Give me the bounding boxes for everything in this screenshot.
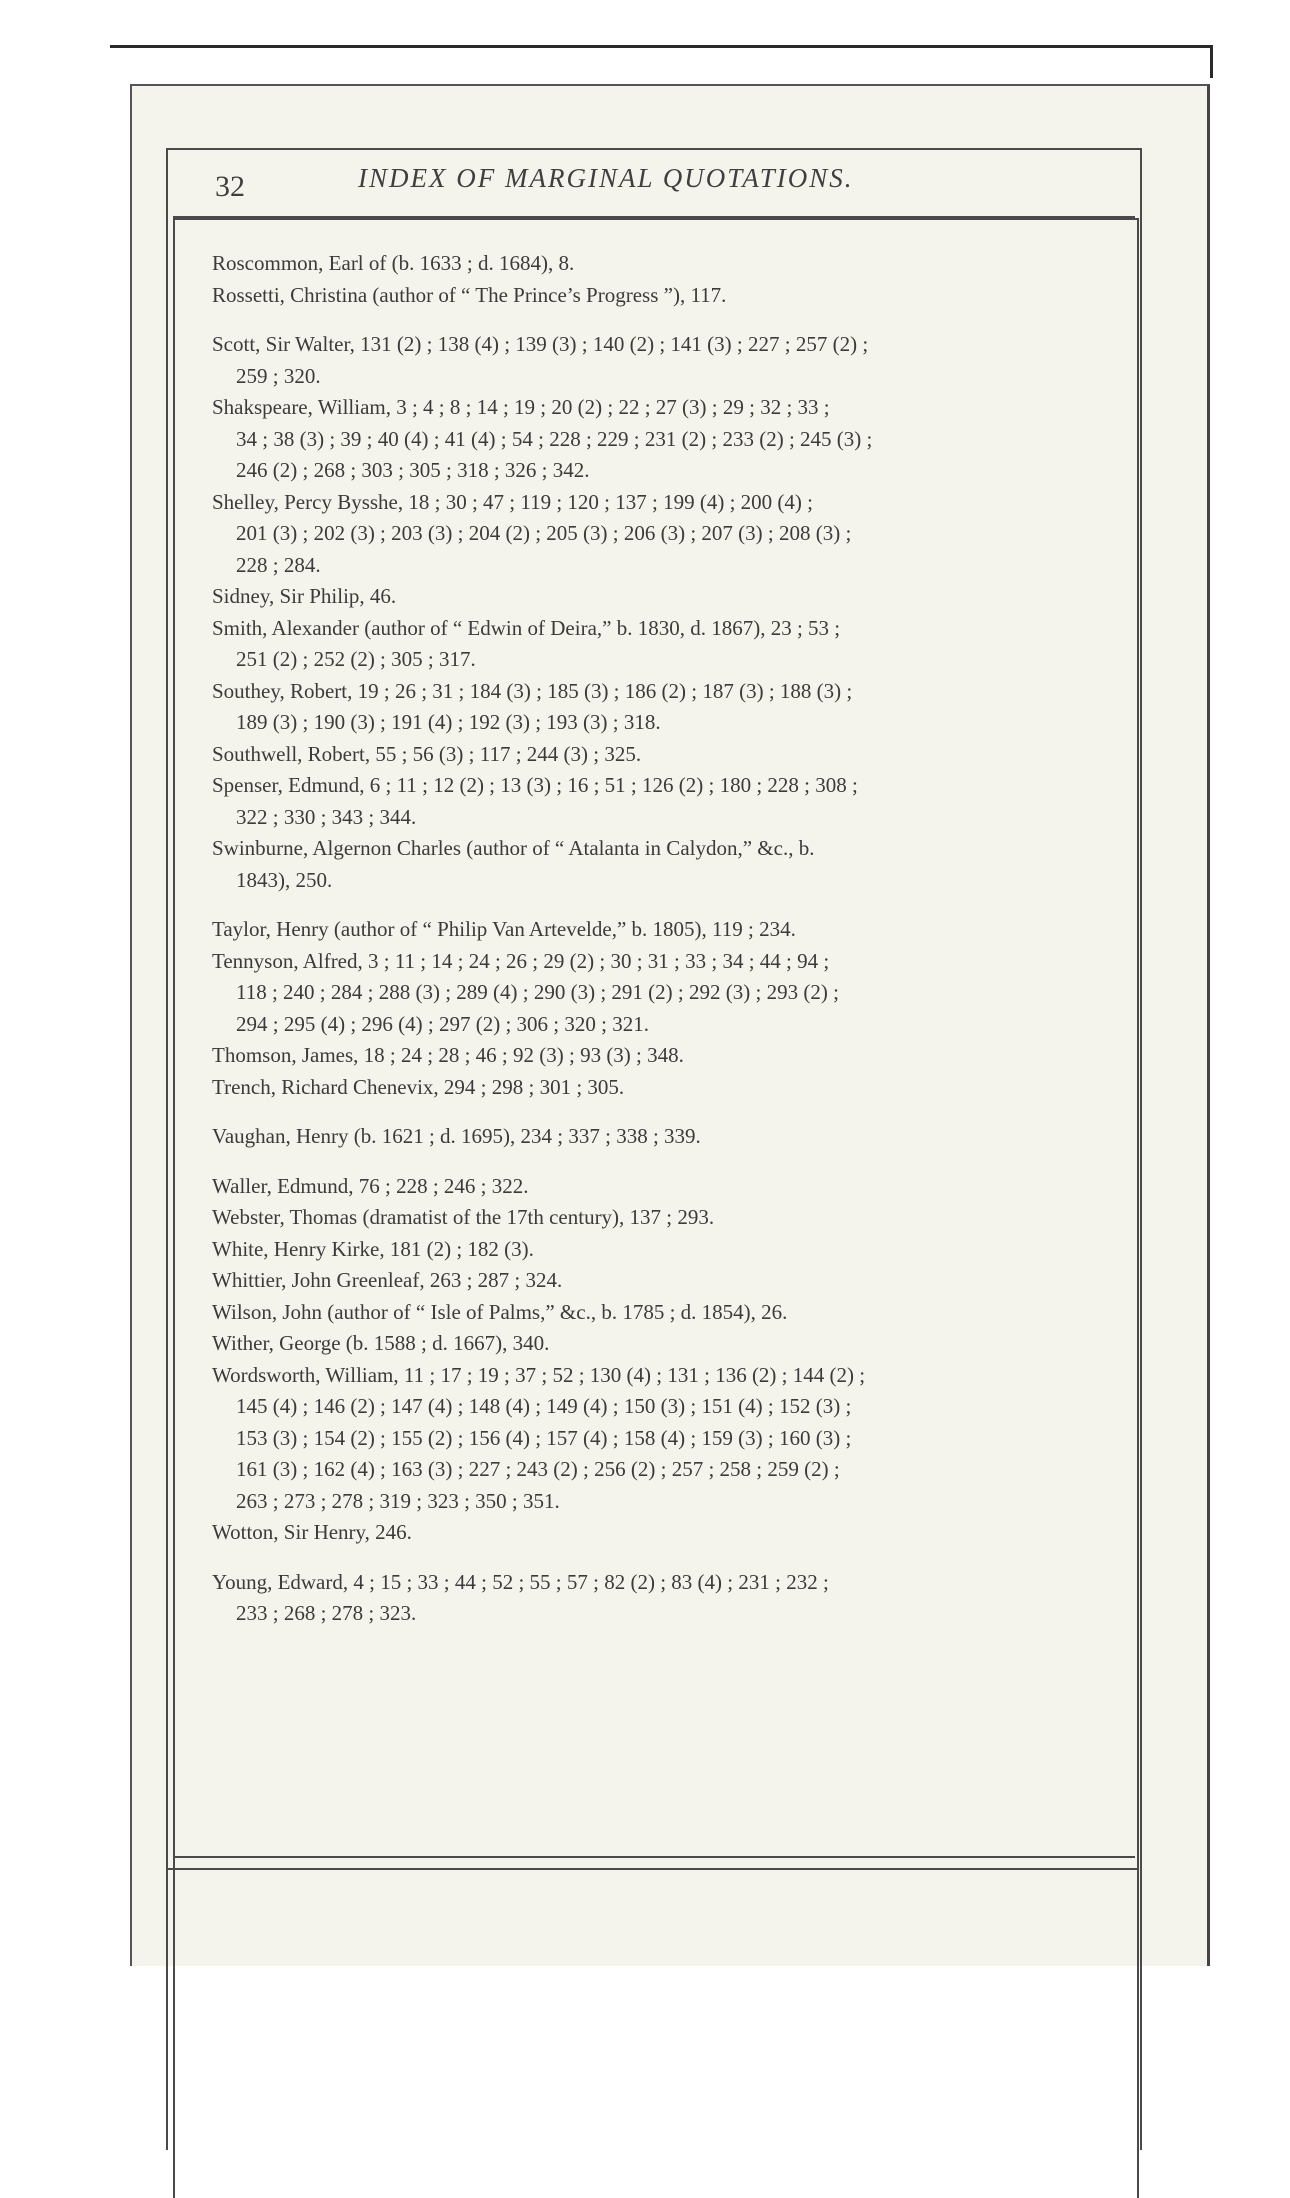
bottom-rule-outer bbox=[166, 1868, 1138, 1870]
index-entry-heading: Shelley, Percy Bysshe, 18 ; 30 ; 47 ; 119 ; 120 ; 137 ; 199 (4) ; 200 (4) ; bbox=[212, 489, 813, 514]
index-entry bbox=[212, 248, 1132, 280]
page-number: 32 bbox=[215, 170, 245, 203]
index-entry bbox=[212, 1121, 1132, 1153]
index-entry-heading: Roscommon, Earl of (b. 1633 ; d. 1684), 8. bbox=[212, 251, 575, 275]
index-entry-heading: Southey, Robert, 19 ; 26 ; 31 ; 184 (3) ; 185 (3) ; 186 (2) ; 187 (3) ; 188 (3) ; bbox=[212, 678, 853, 703]
index-entry-heading: Webster, Thomas (dramatist of the 17th century), 137 ; 293. bbox=[212, 1205, 715, 1229]
index-entry-heading: Whittier, John Greenleaf, 263 ; 287 ; 324. bbox=[212, 1268, 563, 1292]
index-entry bbox=[212, 739, 1132, 771]
index-entry-heading: Wotton, Sir Henry, 246. bbox=[212, 1520, 412, 1544]
index-entry-continuation: 145 (4) ; 146 (2) ; 147 (4) ; 148 (4) ; 149 (4) ; 150 (3) ; 151 (4) ; 152 (3) ; bbox=[236, 1394, 852, 1418]
index-entry-heading: Wilson, John (author of “ Isle of Palms,” &c., b. 1785 ; d. 1854), 26. bbox=[212, 1299, 788, 1324]
index-entry-continuation: 34 ; 38 (3) ; 39 ; 40 (4) ; 41 (4) ; 54 ; 228 ; 229 ; 231 (2) ; 233 (2) ; 245 (3) ; bbox=[236, 426, 873, 451]
index-entry-heading: Rossetti, Christina (author of “ The Prince’s Progress ”), 117. bbox=[212, 282, 727, 307]
index-entry-heading: Vaughan, Henry (b. 1621 ; d. 1695), 234 ; 337 ; 338 ; 339. bbox=[212, 1124, 701, 1148]
index-entry-heading: Taylor, Henry (author of “ Philip Van Artevelde,” b. 1805), 119 ; 234. bbox=[212, 917, 796, 941]
index-entry-heading: Wither, George (b. 1588 ; d. 1667), 340. bbox=[212, 1331, 550, 1355]
index-entry-heading: Waller, Edmund, 76 ; 228 ; 246 ; 322. bbox=[212, 1173, 529, 1198]
index-entry bbox=[212, 1567, 1132, 1630]
index-entry bbox=[212, 1265, 1132, 1297]
index-entry bbox=[212, 329, 1132, 392]
index-entry-heading: Tennyson, Alfred, 3 ; 11 ; 14 ; 24 ; 26 ; 29 (2) ; 30 ; 31 ; 33 ; 34 ; 44 ; 94 ; bbox=[212, 948, 830, 973]
index-entry bbox=[212, 946, 1132, 1041]
index-entry-heading: Trench, Richard Chenevix, 294 ; 298 ; 301 ; 305. bbox=[212, 1074, 625, 1099]
index-entry-continuation: 201 (3) ; 202 (3) ; 203 (3) ; 204 (2) ; 205 (3) ; 206 (3) ; 207 (3) ; 208 (3) ; bbox=[236, 521, 852, 545]
index-entry bbox=[212, 1171, 1132, 1203]
index-entry-continuation: 294 ; 295 (4) ; 296 (4) ; 297 (2) ; 306 ; 320 ; 321. bbox=[236, 1011, 649, 1036]
index-entry bbox=[212, 914, 1132, 946]
index-entry-continuation: 153 (3) ; 154 (2) ; 155 (2) ; 156 (4) ; 157 (4) ; 158 (4) ; 159 (3) ; 160 (3) ; bbox=[236, 1425, 852, 1450]
index-entry-continuation: 1843), 250. bbox=[236, 867, 333, 892]
index-entry-heading: Scott, Sir Walter, 131 (2) ; 138 (4) ; 139 (3) ; 140 (2) ; 141 (3) ; 227 ; 257 (2) ; bbox=[212, 332, 869, 356]
index-entry bbox=[212, 1328, 1132, 1360]
index-entry bbox=[212, 1202, 1132, 1234]
index-entry-heading: Swinburne, Algernon Charles (author of “ Atalanta in Calydon,” &c., b. bbox=[212, 836, 815, 860]
index-entry bbox=[212, 1517, 1132, 1549]
index-entry-continuation: 233 ; 268 ; 278 ; 323. bbox=[236, 1601, 417, 1625]
index-entry bbox=[212, 1234, 1132, 1266]
index-entry bbox=[212, 392, 1132, 487]
index-entry-continuation: 228 ; 284. bbox=[236, 552, 321, 577]
index-entry-heading: Smith, Alexander (author of “ Edwin of Deira,” b. 1830, d. 1867), 23 ; 53 ; bbox=[212, 615, 841, 640]
bottom-rule-inner bbox=[173, 1856, 1135, 1858]
index-entry bbox=[212, 1072, 1132, 1104]
index-entry bbox=[212, 1360, 1132, 1518]
index-entry-heading: Thomson, James, 18 ; 24 ; 28 ; 46 ; 92 (3) ; 93 (3) ; 348. bbox=[212, 1043, 684, 1067]
running-title: INDEX OF MARGINAL QUOTATIONS. bbox=[358, 163, 854, 193]
index-entry bbox=[212, 487, 1132, 582]
index-entry-heading: Spenser, Edmund, 6 ; 11 ; 12 (2) ; 13 (3) ; 16 ; 51 ; 126 (2) ; 180 ; 228 ; 308 ; bbox=[212, 773, 858, 797]
index-entry-continuation: 322 ; 330 ; 343 ; 344. bbox=[236, 804, 417, 829]
index-entry bbox=[212, 676, 1132, 739]
page-edge bbox=[110, 45, 1213, 78]
index-entry-heading: Wordsworth, William, 11 ; 17 ; 19 ; 37 ; 52 ; 130 (4) ; 131 ; 136 (2) ; 144 (2) ; bbox=[212, 1362, 866, 1387]
index-entry bbox=[212, 613, 1132, 676]
index-entry-heading: Southwell, Robert, 55 ; 56 (3) ; 117 ; 244 (3) ; 325. bbox=[212, 741, 642, 766]
index-entry bbox=[212, 581, 1132, 613]
index-entries bbox=[212, 248, 1132, 1630]
index-entry bbox=[212, 770, 1132, 833]
index-entry bbox=[212, 833, 1132, 896]
index-entry-continuation: 246 (2) ; 268 ; 303 ; 305 ; 318 ; 326 ; 342. bbox=[236, 458, 590, 482]
index-entry bbox=[212, 280, 1132, 312]
index-entry-heading: White, Henry Kirke, 181 (2) ; 182 (3). bbox=[212, 1236, 534, 1261]
index-entry-continuation: 251 (2) ; 252 (2) ; 305 ; 317. bbox=[236, 647, 476, 671]
index-entry-heading: Young, Edward, 4 ; 15 ; 33 ; 44 ; 52 ; 55 ; 57 ; 82 (2) ; 83 (4) ; 231 ; 232 ; bbox=[212, 1569, 829, 1594]
index-entry bbox=[212, 1040, 1132, 1072]
index-entry bbox=[212, 1297, 1132, 1329]
index-entry-continuation: 118 ; 240 ; 284 ; 288 (3) ; 289 (4) ; 290 (3) ; 291 (2) ; 292 (3) ; 293 (2) ; bbox=[236, 980, 839, 1004]
index-entry-continuation: 259 ; 320. bbox=[236, 363, 321, 388]
index-entry-continuation: 263 ; 273 ; 278 ; 319 ; 323 ; 350 ; 351. bbox=[236, 1488, 560, 1513]
index-entry-heading: Shakspeare, William, 3 ; 4 ; 8 ; 14 ; 19 ; 20 (2) ; 22 ; 27 (3) ; 29 ; 32 ; 33 ; bbox=[212, 395, 830, 419]
index-entry-continuation: 189 (3) ; 190 (3) ; 191 (4) ; 192 (3) ; 193 (3) ; 318. bbox=[236, 710, 661, 734]
index-entry-heading: Sidney, Sir Philip, 46. bbox=[212, 584, 397, 608]
header-rule bbox=[173, 216, 1135, 218]
index-entry-continuation: 161 (3) ; 162 (4) ; 163 (3) ; 227 ; 243 (2) ; 256 (2) ; 257 ; 258 ; 259 (2) ; bbox=[236, 1457, 840, 1481]
